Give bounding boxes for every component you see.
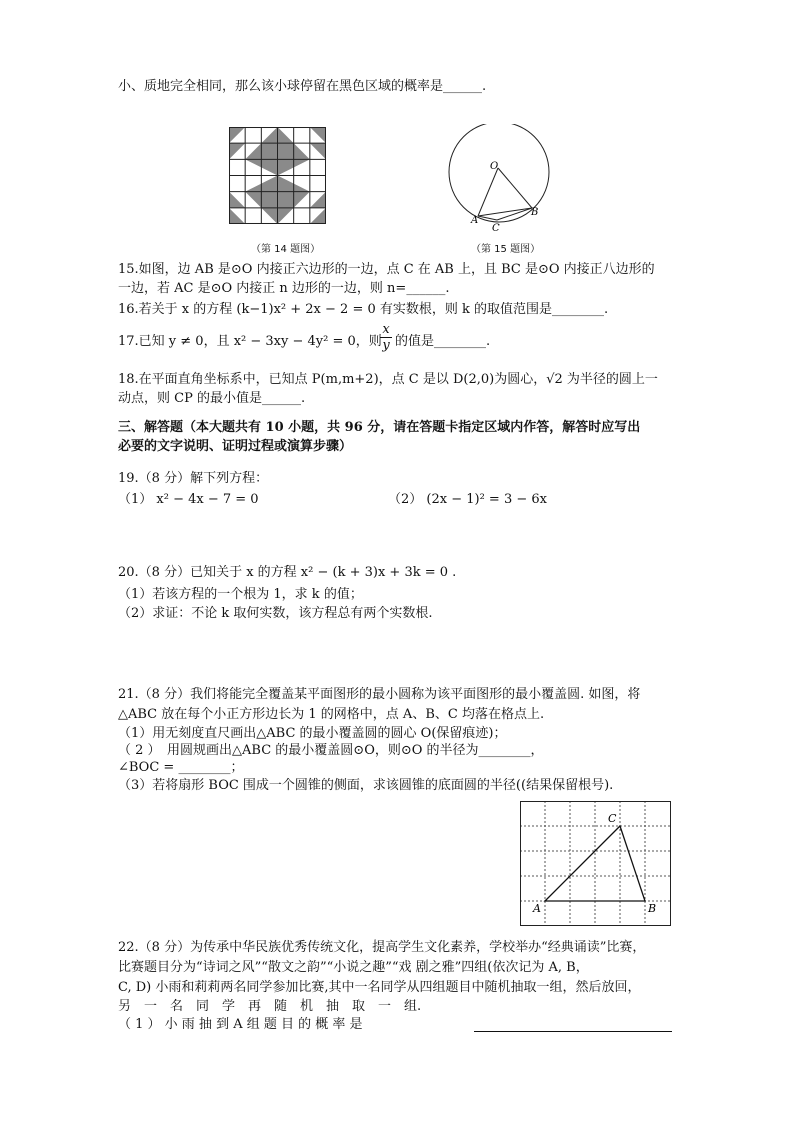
label-C: C [608, 812, 617, 825]
q15-line2: 一边，若 AC 是⊙O 内接正 n 边形的一边，则 n=______. [118, 281, 450, 296]
figure-14-grid [229, 127, 326, 224]
q22-part1-answer-blank [474, 1031, 672, 1032]
label-B: B [531, 207, 539, 218]
q17-fraction [380, 322, 392, 353]
q18-line2: 动点，则 CP 的最小值是______. [118, 391, 306, 406]
q21-line1: 21.（8 分）我们将能完全覆盖某平面图形的最小圆称为该平面图形的最小覆盖圆. 如图，将 [118, 687, 641, 702]
q22-line1: 22.（8 分）为传承中华民族优秀传统文化，提高学生文化素养，学校举办“经典诵读”比赛， [118, 940, 646, 955]
label-B: B [648, 902, 657, 915]
figure-14-caption: （第 14 题图） [251, 244, 321, 255]
figure-15-caption: （第 15 题图） [471, 244, 541, 255]
q21-part1: （1）用无刻度直尺画出△ABC 的最小覆盖圆的圆心 O(保留痕迹)； [118, 726, 507, 741]
q20-line: 20.（8 分）已知关于 x 的方程 x² − (k + 3)x + 3k = 0 . [118, 565, 457, 580]
label-A: A [533, 902, 541, 915]
q19-line: 19.（8 分）解下列方程： [118, 471, 269, 486]
q18-line1: 18.在平面直角坐标系中，已知点 P(m,m+2)，点 C 是以 D(2,0)为圆心，√2 为半径的圆上一 [118, 372, 658, 387]
section-3-heading-line2: 必要的文字说明、证明过程或演算步骤） [118, 439, 353, 454]
q22-line4: 另 一 名 同 学 再 随 机 抽 取 一 组. [118, 999, 422, 1014]
figure-21-grid [520, 801, 672, 927]
q21-part2-line2: ∠BOC = ________； [118, 760, 244, 775]
q21-part3: （3）若将扇形 BOC 围成一个圆锥的侧面，求该圆锥的底面圆的半径((结果保留根号). [118, 778, 614, 793]
section-3-heading-line1: 三、解答题（本大题共有 10 小题，共 96 分，请在答题卡指定区域内作答，解答时应写出 [118, 420, 641, 435]
q21-part2-line1: （ 2 ） 用圆规画出△ABC 的最小覆盖圆⊙O，则⊙O 的半径为________， [118, 743, 544, 758]
q20-part1: （1）若该方程的一个根为 1，求 k 的值； [118, 587, 363, 602]
figure-15-circle [446, 124, 556, 234]
q19-part1: （1） x² − 4x − 7 = 0 [118, 492, 259, 507]
q16-line: 16.若关于 x 的方程 (k−1)x² + 2x − 2 = 0 有实数根，则 k 的取值范围是________. [118, 302, 609, 317]
q19-part2: （2） (2x − 1)² = 3 − 6x [388, 492, 547, 507]
q14-tail-line: 小、质地完全相同，那么该小球停留在黑色区域的概率是______. [118, 79, 487, 94]
q22-part1: （ 1 ） 小 雨 抽 到 A 组 题 目 的 概 率 是 [118, 1017, 363, 1032]
label-O: O [490, 161, 499, 172]
q22-line3: C, D) 小雨和莉莉两名同学参加比赛,其中一名同学从四组题目中随机抽取一组，然后放回， [118, 980, 641, 995]
q17-fraction-den: y [382, 338, 390, 353]
q20-part2: （2）求证：不论 k 取何实数，该方程总有两个实数根. [118, 606, 433, 621]
q17-part1: 17.已知 y ≠ 0，且 x² − 3xy − 4y² = 0，则 [118, 334, 382, 349]
q22-line2: 比赛题目分为“诗词之风”“散文之韵”“小说之趣”“戏 剧之雅”四组(依次记为 A, B， [118, 960, 589, 975]
q17-part2: 的值是________. [395, 334, 491, 349]
q15-line1: 15.如图，边 AB 是⊙O 内接正六边形的一边，点 C 在 AB 上，且 BC 是⊙O 内接正八边形的 [118, 262, 655, 277]
label-C: C [492, 223, 500, 234]
q21-line2: △ABC 放在每个小正方形边长为 1 的网格中，点 A、B、C 均落在格点上. [118, 707, 545, 722]
label-A: A [471, 215, 479, 226]
q17-fraction-num: x [380, 322, 392, 338]
